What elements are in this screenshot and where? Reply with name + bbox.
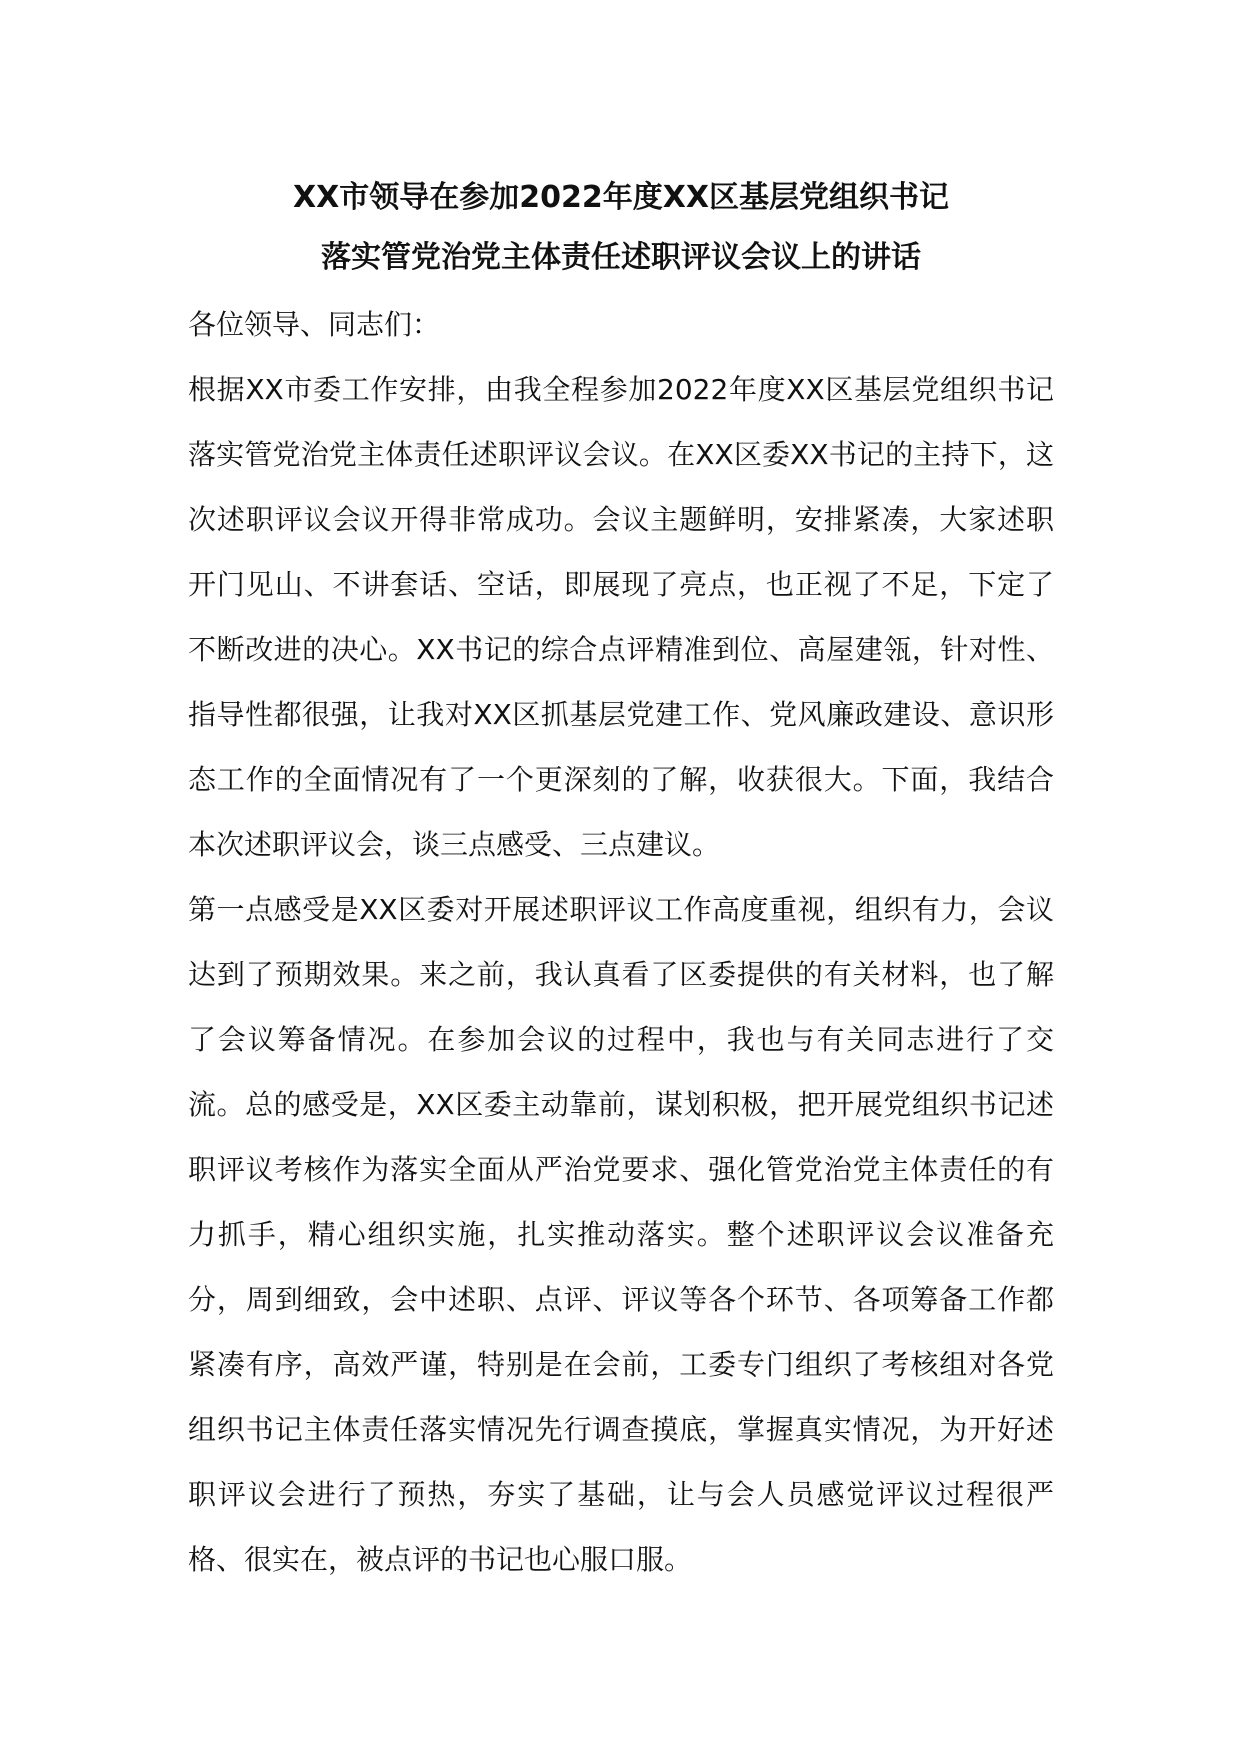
- paragraph-1: 根据XX市委工作安排，由我全程参加2022年度XX区基层党组织书记落实管党治党主体责任述职评议会议。在XX区委XX书记的主持下，这次述职评议会议开得非常成功。会议主题鲜明，安排紧凑，大家述职开门见山、不讲套话、空话，即展现了亮点，也正视了不足，下定了不断改进的决心。XX书记的综合点评精准到位、高屋建瓴，针对性、指导性都很强，让我对XX区抓基层党建工作、党风廉政建设、意识形态工作的全面情况有了一个更深刻的了解，收获很大。下面，我结合本次述职评议会，谈三点感受、三点建议。: [188, 373, 1054, 861]
- salutation: 各位领导、同志们：: [188, 308, 441, 341]
- title-line-2: 落实管党治党主体责任述职评议会议上的讲话: [321, 240, 921, 275]
- title-line-1: XX市领导在参加2022年度XX区基层党组织书记: [292, 180, 949, 215]
- paragraph-2: 第一点感受是XX区委对开展述职评议工作高度重视，组织有力，会议达到了预期效果。来之前，我认真看了区委提供的有关材料，也了解了会议筹备情况。在参加会议的过程中，我也与有关同志进行了交流。总的感受是，XX区委主动靠前，谋划积极，把开展党组织书记述职评议考核作为落实全面从严治党要求、强化管党治党主体责任的有力抓手，精心组织实施，扎实推动落实。整个述职评议会议准备充分，周到细致，会中述职、点评、评议等各个环节、各项筹备工作都紧凑有序，高效严谨，特别是在会前，工委专门组织了考核组对各党组织书记主体责任落实情况先行调查摸底，掌握真实情况，为开好述职评议会进行了预热，夯实了基础，让与会人员感觉评议过程很严格、很实在，被点评的书记也心服口服。: [188, 893, 1054, 1576]
- document-title: [188, 168, 1054, 288]
- document-body: [188, 168, 1054, 1592]
